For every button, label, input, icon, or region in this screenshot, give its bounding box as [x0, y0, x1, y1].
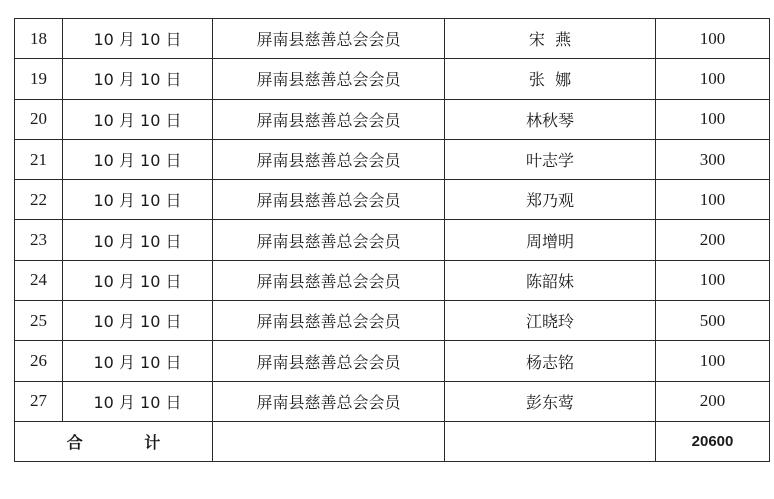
table-row	[15, 19, 770, 59]
date-cell: 10 月 10 日	[63, 341, 213, 381]
empty-cell	[445, 421, 656, 461]
amount-cell: 300	[656, 139, 770, 179]
donor-name-cell: 郑乃观	[445, 180, 656, 220]
date-cell: 10 月 10 日	[63, 220, 213, 260]
row-number-cell: 22	[15, 180, 63, 220]
donor-organization-cell: 屏南县慈善总会会员	[213, 220, 445, 260]
total-amount-cell: 20600	[656, 421, 770, 461]
date-cell: 10 月 10 日	[63, 381, 213, 421]
total-label-cell: 合 计	[15, 421, 213, 461]
row-number-cell: 21	[15, 139, 63, 179]
row-number-cell: 20	[15, 99, 63, 139]
date-cell: 10 月 10 日	[63, 19, 213, 59]
amount-cell: 100	[656, 99, 770, 139]
donor-name-cell: 林秋琴	[445, 99, 656, 139]
donor-name-cell: 陈韶妹	[445, 260, 656, 300]
amount-cell: 100	[656, 59, 770, 99]
table-row	[15, 381, 770, 421]
table-row	[15, 341, 770, 381]
donor-organization-cell: 屏南县慈善总会会员	[213, 341, 445, 381]
row-number-cell: 27	[15, 381, 63, 421]
donor-organization-cell: 屏南县慈善总会会员	[213, 19, 445, 59]
amount-cell: 200	[656, 220, 770, 260]
amount-cell: 100	[656, 341, 770, 381]
donor-organization-cell: 屏南县慈善总会会员	[213, 139, 445, 179]
donor-name-cell: 叶志学	[445, 139, 656, 179]
table-row	[15, 260, 770, 300]
donation-table-body	[15, 19, 770, 462]
donor-name-cell: 杨志铭	[445, 341, 656, 381]
amount-cell: 200	[656, 381, 770, 421]
donor-organization-cell: 屏南县慈善总会会员	[213, 260, 445, 300]
table-row	[15, 220, 770, 260]
date-cell: 10 月 10 日	[63, 59, 213, 99]
table-row	[15, 99, 770, 139]
row-number-cell: 26	[15, 341, 63, 381]
table-row	[15, 180, 770, 220]
donor-name-cell: 张 娜	[445, 59, 656, 99]
donor-organization-cell: 屏南县慈善总会会员	[213, 301, 445, 341]
date-cell: 10 月 10 日	[63, 180, 213, 220]
row-number-cell: 18	[15, 19, 63, 59]
table-row	[15, 301, 770, 341]
amount-cell: 500	[656, 301, 770, 341]
row-number-cell: 24	[15, 260, 63, 300]
amount-cell: 100	[656, 260, 770, 300]
donor-name-cell: 周增明	[445, 220, 656, 260]
donor-organization-cell: 屏南县慈善总会会员	[213, 180, 445, 220]
amount-cell: 100	[656, 19, 770, 59]
donor-organization-cell: 屏南县慈善总会会员	[213, 59, 445, 99]
table-row	[15, 139, 770, 179]
empty-cell	[213, 421, 445, 461]
donor-name-cell: 宋 燕	[445, 19, 656, 59]
total-row	[15, 421, 770, 461]
row-number-cell: 23	[15, 220, 63, 260]
row-number-cell: 25	[15, 301, 63, 341]
donor-organization-cell: 屏南县慈善总会会员	[213, 381, 445, 421]
date-cell: 10 月 10 日	[63, 301, 213, 341]
date-cell: 10 月 10 日	[63, 139, 213, 179]
table-row	[15, 59, 770, 99]
date-cell: 10 月 10 日	[63, 260, 213, 300]
donor-name-cell: 彭东莺	[445, 381, 656, 421]
donation-table	[14, 18, 770, 462]
row-number-cell: 19	[15, 59, 63, 99]
date-cell: 10 月 10 日	[63, 99, 213, 139]
amount-cell: 100	[656, 180, 770, 220]
donor-name-cell: 江晓玲	[445, 301, 656, 341]
donor-organization-cell: 屏南县慈善总会会员	[213, 99, 445, 139]
